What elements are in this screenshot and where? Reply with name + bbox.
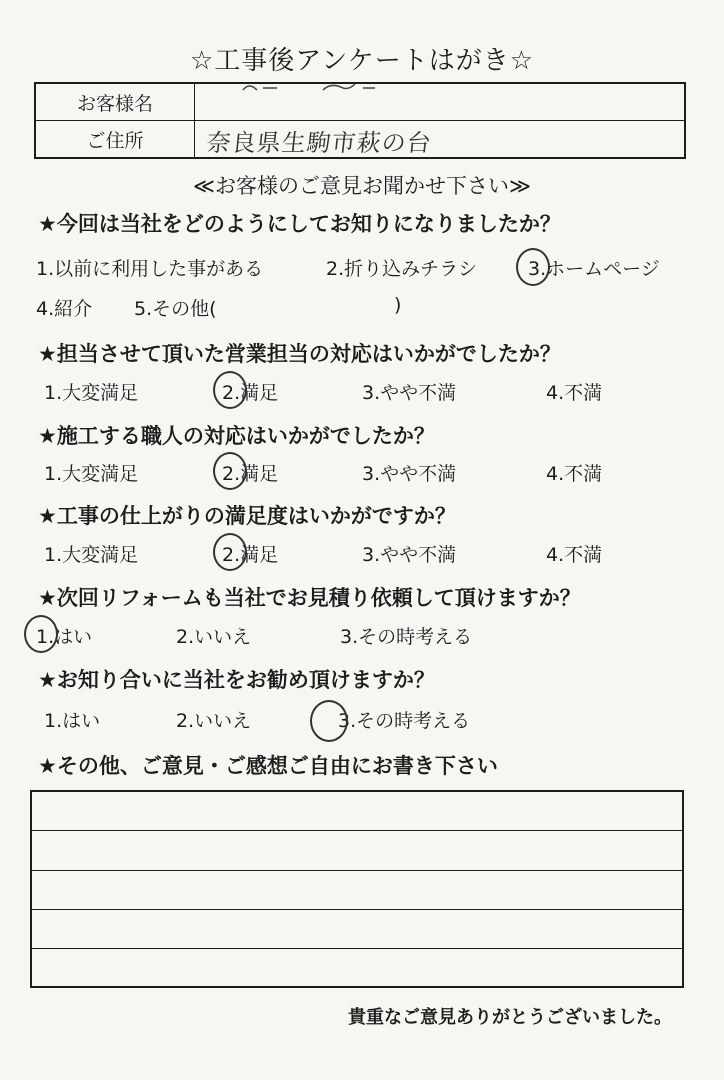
comments-heading: ★その他、ご意見・ご感想ご自由にお書き下さい xyxy=(38,754,498,778)
q3-option-2[interactable]: 2.満足 xyxy=(222,463,279,485)
question-2: ★担当させて頂いた営業担当の対応はいかがでしたか？ xyxy=(38,342,561,366)
q4-option-4[interactable]: 4.不満 xyxy=(546,544,603,566)
q1-option-1[interactable]: 1.以前に利用した事がある xyxy=(36,258,264,280)
subheading: ≪お客様のご意見お聞かせ下さい≫ xyxy=(193,174,531,198)
q1-option-2[interactable]: 2.折り込みチラシ xyxy=(326,258,478,280)
q2-option-2[interactable]: 2.満足 xyxy=(222,382,279,404)
address-field[interactable] xyxy=(195,121,686,159)
q6-option-3[interactable]: 3.その時考える xyxy=(338,710,471,732)
question-3: ★施工する職人の対応はいかがでしたか？ xyxy=(38,424,435,448)
q5-option-3[interactable]: 3.その時考える xyxy=(340,626,473,648)
q1-selected-circle xyxy=(516,248,550,286)
q5-selected-circle xyxy=(24,615,58,653)
q4-option-3[interactable]: 3.やや不満 xyxy=(362,544,457,566)
address-label: ご住所 xyxy=(35,121,195,159)
handwritten-name-scribble xyxy=(203,78,423,94)
q5-option-2[interactable]: 2.いいえ xyxy=(176,626,252,648)
q3-option-1[interactable]: 1.大変満足 xyxy=(44,463,139,485)
thanks-message: 貴重なご意見ありがとうございました。 xyxy=(348,1007,672,1028)
comment-line xyxy=(32,830,682,831)
q5-option-1[interactable]: 1.はい xyxy=(36,626,93,648)
q2-option-1[interactable]: 1.大変満足 xyxy=(44,382,139,404)
comment-line xyxy=(32,870,682,871)
q1-option-5[interactable]: 5.その他( xyxy=(134,298,217,320)
comment-line xyxy=(32,909,682,910)
q6-selected-circle xyxy=(310,700,348,742)
address-value: 奈良県生駒市萩の台 xyxy=(205,129,434,157)
comments-box[interactable] xyxy=(30,790,684,988)
q2-option-3[interactable]: 3.やや不満 xyxy=(362,382,457,404)
comment-line xyxy=(32,948,682,949)
q2-selected-circle xyxy=(213,371,247,409)
q4-option-1[interactable]: 1.大変満足 xyxy=(44,544,139,566)
question-1: ★今回は当社をどのようにしてお知りになりましたか？ xyxy=(38,212,561,236)
survey-title: ☆工事後アンケートはがき☆ xyxy=(189,46,535,76)
q4-option-2[interactable]: 2.満足 xyxy=(222,544,279,566)
question-6: ★お知り合いに当社をお勧め頂けますか？ xyxy=(38,668,435,692)
customer-info-table xyxy=(34,82,686,159)
q2-option-4[interactable]: 4.不満 xyxy=(546,382,603,404)
q3-option-4[interactable]: 4.不満 xyxy=(546,463,603,485)
q3-option-3[interactable]: 3.やや不満 xyxy=(362,463,457,485)
customer-name-field[interactable] xyxy=(195,83,686,121)
q1-option-5-close: ) xyxy=(394,294,402,316)
q1-option-3[interactable]: 3.ホームページ xyxy=(528,258,660,280)
customer-name-label: お客様名 xyxy=(35,83,195,121)
q6-option-2[interactable]: 2.いいえ xyxy=(176,710,252,732)
question-4: ★工事の仕上がりの満足度はいかがですか？ xyxy=(38,504,456,528)
q4-selected-circle xyxy=(213,533,247,571)
q6-option-1[interactable]: 1.はい xyxy=(44,710,101,732)
q1-option-4[interactable]: 4.紹介 xyxy=(36,298,93,320)
question-5: ★次回リフォームも当社でお見積り依頼して頂けますか？ xyxy=(38,586,581,610)
q3-selected-circle xyxy=(213,452,247,490)
